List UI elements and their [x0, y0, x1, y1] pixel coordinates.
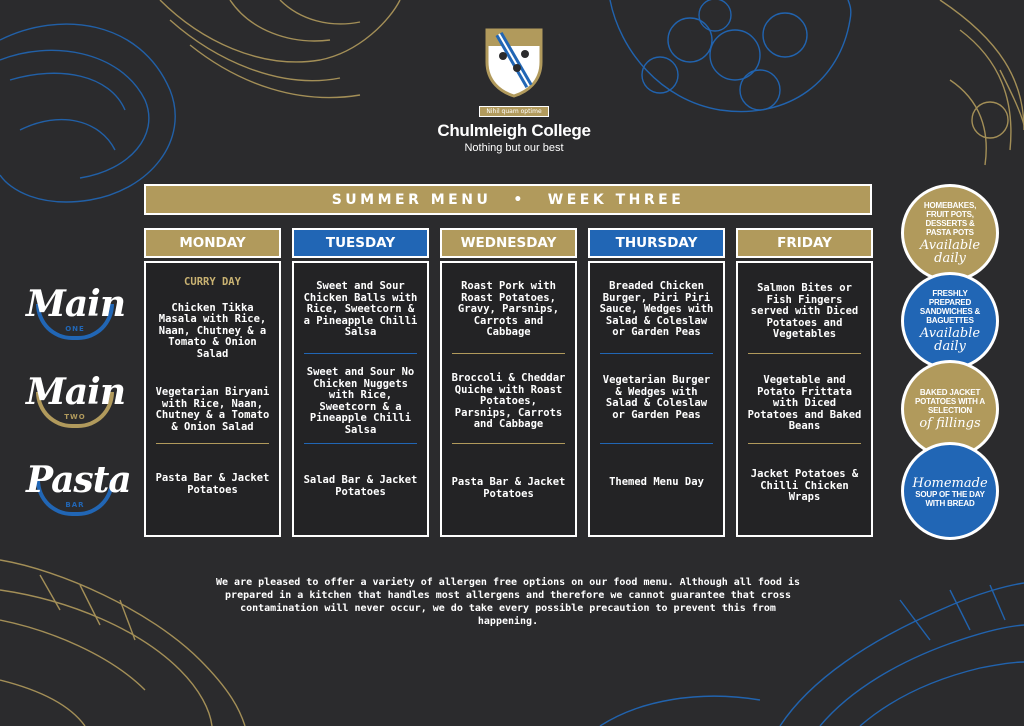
menu-title-week: WEEK THREE — [547, 191, 685, 208]
day-column-thursday — [588, 228, 725, 537]
day-header: TUESDAY — [292, 228, 429, 258]
side-label-main-one — [26, 283, 126, 340]
badge-text: SOUP OF THE DAY WITH BREAD — [915, 489, 985, 508]
menu-divider — [600, 353, 713, 354]
badge-text: HOMEBAKES, FRUIT POTS, DESSERTS & PASTA POTS — [923, 201, 977, 237]
menu-main-one-text: Chicken Tikka Masala with Rice, Naan, Chutney & a Tomato & Onion Salad — [158, 301, 267, 360]
badge-script-text: Available daily — [919, 238, 981, 266]
badge-text: FRESHLY PREPARED SANDWICHES & BAGUETTES — [919, 289, 981, 325]
day-column-tuesday — [292, 228, 429, 537]
menu-pasta: Jacket Potatoes & Chilli Chicken Wraps — [750, 468, 859, 503]
menu-title-season: SUMMER MENU — [331, 191, 492, 208]
badge-soup — [901, 442, 999, 540]
day-menu-body — [292, 261, 429, 537]
menu-divider — [452, 443, 565, 444]
day-header: WEDNESDAY — [440, 228, 577, 258]
menu-main-two: Vegetarian Burger & Wedges with Salad & Coleslaw or Garden Peas — [602, 374, 711, 421]
day-menu-body — [144, 261, 281, 537]
college-motto: Nihil quam optime — [479, 106, 548, 117]
menu-divider — [304, 443, 417, 444]
pasta-sketch-icon — [160, 0, 400, 98]
menu-main-two: Vegetable and Potato Frittata with Diced Potatoes and Baked Beans — [747, 374, 862, 432]
side-label-sub: BAR — [36, 480, 114, 516]
side-label-word: Main — [26, 283, 126, 325]
side-label-sub: TWO — [36, 392, 114, 428]
side-label-main-two — [26, 371, 126, 428]
day-menu-body — [588, 261, 725, 537]
badge-homebakes — [901, 184, 999, 282]
baguette-sketch-icon — [0, 560, 245, 726]
menu-main-one: Salmon Bites or Fish Fingers served with Diced Potatoes and Vegetables — [750, 282, 859, 340]
menu-main-two: Broccoli & Cheddar Quiche with Roast Potatoes, Parsnips, Carrots and Cabbage — [451, 372, 566, 430]
menu-divider — [748, 353, 861, 354]
badge-script-text: of fillings — [919, 416, 981, 431]
side-label-word: Main — [26, 371, 126, 413]
menu-main-one: Sweet and Sour Chicken Balls with Rice, Sweetcorn & a Pineapple Chilli Salsa — [303, 280, 418, 338]
theme-day-label: CURRY DAY — [184, 276, 241, 288]
menu-pasta: Themed Menu Day — [609, 476, 704, 488]
menu-divider — [452, 353, 565, 354]
menu-main-one — [154, 277, 271, 360]
menu-main-two: Vegetarian Biryani with Rice, Naan, Chutney & a Tomato & Onion Salad — [155, 386, 270, 433]
menu-divider — [304, 353, 417, 354]
menu-main-one: Roast Pork with Roast Potatoes, Gravy, Parsnips, Carrots and Cabbage — [457, 280, 560, 338]
day-header: THURSDAY — [588, 228, 725, 258]
menu-main-two: Sweet and Sour No Chicken Nuggets with Rice, Sweetcorn & a Pineapple Chilli Salsa — [306, 366, 415, 436]
allergen-notice: We are pleased to offer a variety of allergen free options on our food menu. Although all food is prepared in a kitchen that handles most allergens and therefore we cannot guarantee that cross contamination will never occur, we do take every possible precaution to prevent this from happening. — [216, 577, 800, 627]
menu-pasta: Salad Bar & Jacket Potatoes — [303, 474, 418, 498]
menu-pasta: Pasta Bar & Jacket Potatoes — [155, 472, 270, 496]
menu-main-one: Breaded Chicken Burger, Piri Piri Sauce, Wedges with Salad & Coleslaw or Garden Peas — [599, 280, 714, 338]
college-crest-icon — [481, 24, 547, 98]
bread-sketch-icon — [0, 24, 175, 202]
college-tagline: Nothing but our best — [464, 142, 564, 154]
day-header: FRIDAY — [736, 228, 873, 258]
side-label-sub: ONE — [36, 304, 114, 340]
day-menu-body — [440, 261, 577, 537]
day-header: MONDAY — [144, 228, 281, 258]
menu-pasta: Pasta Bar & Jacket Potatoes — [451, 476, 566, 500]
college-logo — [434, 24, 594, 154]
pie-sketch-icon — [940, 0, 1024, 165]
menu-divider — [748, 443, 861, 444]
badge-script-text: Available daily — [919, 326, 981, 354]
badge-text: BAKED JACKET POTATOES WITH A SELECTION — [914, 388, 986, 415]
menu-title-bar — [144, 184, 872, 215]
college-name: Chulmleigh College — [437, 121, 591, 140]
day-column-wednesday — [440, 228, 577, 537]
side-label-pasta — [26, 459, 131, 516]
side-label-word: Pasta — [26, 459, 131, 501]
menu-divider — [156, 443, 269, 444]
badge-sandwiches — [901, 272, 999, 370]
badge-script-text: Homemade — [912, 475, 988, 491]
cauliflower-sketch-icon — [610, 0, 851, 112]
menu-divider — [600, 443, 713, 444]
day-column-friday — [736, 228, 873, 537]
day-column-monday — [144, 228, 281, 537]
menu-title-separator: • — [513, 191, 526, 208]
day-menu-body — [736, 261, 873, 537]
